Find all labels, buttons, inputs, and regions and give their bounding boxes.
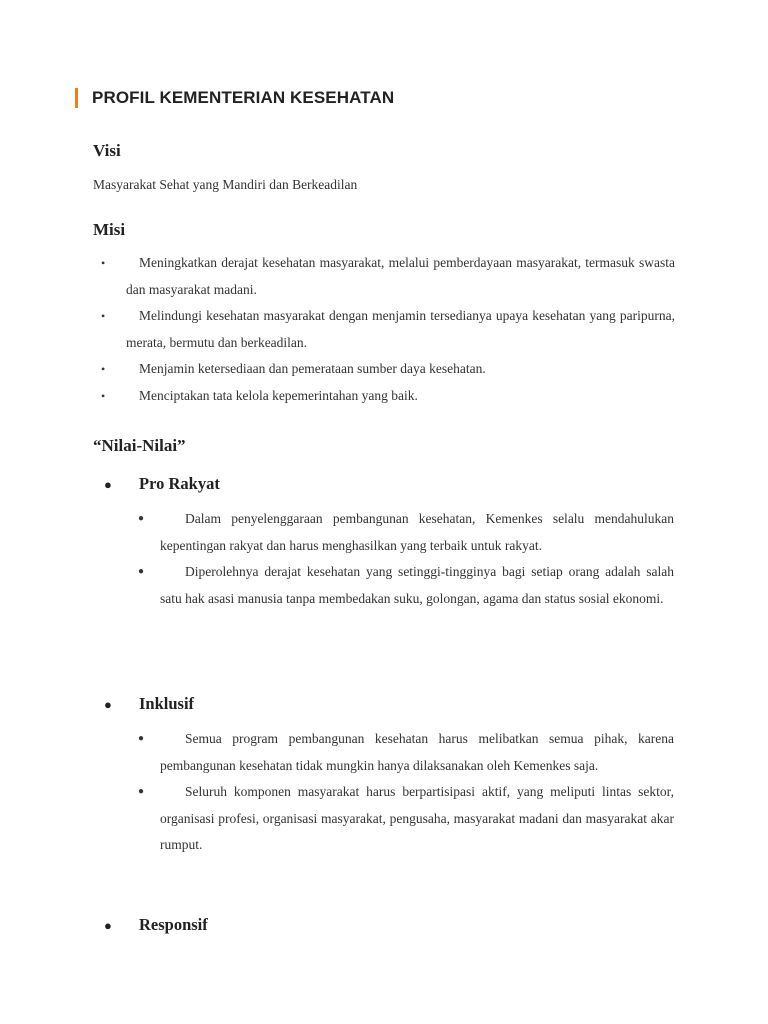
bullet-icon: •: [101, 256, 106, 270]
misi-item-text: Melindungi kesehatan masyarakat dengan menjamin tersedianya upaya kesehatan yang paripurna, merata, bermutu dan berkeadilan.: [126, 308, 675, 350]
value-name: Pro Rakyat: [139, 474, 220, 493]
bullet-icon: ●: [138, 786, 145, 797]
value-point-text: Semua program pembangunan kesehatan harus melibatkan semua pihak, karena pembangunan kesehatan tidak mungkin hanya dilaksanakan oleh Kemenkes saja.: [160, 731, 674, 773]
value-heading-pro-rakyat: [93, 474, 220, 494]
bullet-icon: ●: [138, 566, 145, 577]
bullet-icon: •: [101, 309, 106, 323]
bullet-icon: •: [101, 388, 106, 403]
misi-item: [93, 250, 675, 303]
misi-item-text: Menciptakan tata kelola kepemerintahan yang baik.: [139, 387, 418, 403]
page-title: PROFIL KEMENTERIAN KESEHATAN: [92, 88, 395, 107]
misi-item-text: Meningkatkan derajat kesehatan masyarakat, melalui pemberdayaan masyarakat, termasuk swasta dan masyarakat madani.: [126, 255, 675, 297]
bullet-icon: ●: [104, 477, 112, 492]
misi-heading: Misi: [93, 220, 126, 239]
bullet-icon: ●: [104, 697, 112, 712]
value-heading-inklusif: [93, 694, 194, 714]
misi-list: [93, 250, 675, 409]
value-name: Inklusif: [139, 694, 195, 713]
bullet-icon: ●: [138, 513, 145, 524]
bullet-icon: ●: [138, 733, 145, 744]
value-point: [138, 559, 674, 612]
value-point: [138, 506, 674, 559]
value-point-text: Diperolehnya derajat kesehatan yang setinggi-tingginya bagi setiap orang adalah salah satu hak asasi manusia tanpa membedakan suku, golongan, agama dan status sosial ekonomi.: [160, 564, 674, 606]
value-point: [138, 779, 674, 859]
bullet-icon: •: [101, 362, 106, 376]
title-accent-bar: [75, 88, 78, 108]
misi-item: [93, 303, 675, 356]
misi-item: [93, 356, 675, 383]
misi-item: [93, 383, 675, 410]
bullet-icon: ●: [104, 918, 112, 933]
value-point: [138, 726, 674, 779]
value-points-pro-rakyat: [138, 506, 674, 612]
value-point-text: Dalam penyelenggaraan pembangunan kesehatan, Kemenkes selalu mendahulukan kepentingan rakyat dan harus menghasilkan yang terbaik untuk rakyat.: [160, 511, 674, 553]
nilai-heading: “Nilai-Nilai”: [93, 436, 186, 455]
value-points-inklusif: [138, 726, 674, 859]
value-point-text: Seluruh komponen masyarakat harus berpartisipasi aktif, yang meliputi lintas sektor, organisasi profesi, organisasi masyarakat, pengusaha, masyarakat madani dan masyarakat akar rumput.: [160, 784, 674, 852]
value-heading-responsif: [93, 915, 208, 935]
value-name: Responsif: [139, 915, 208, 934]
visi-heading: Visi: [93, 141, 121, 160]
document-header: [75, 87, 394, 109]
misi-item-text: Menjamin ketersediaan dan pemerataan sumber daya kesehatan.: [139, 361, 486, 376]
visi-text: Masyarakat Sehat yang Mandiri dan Berkeadilan: [93, 177, 358, 192]
